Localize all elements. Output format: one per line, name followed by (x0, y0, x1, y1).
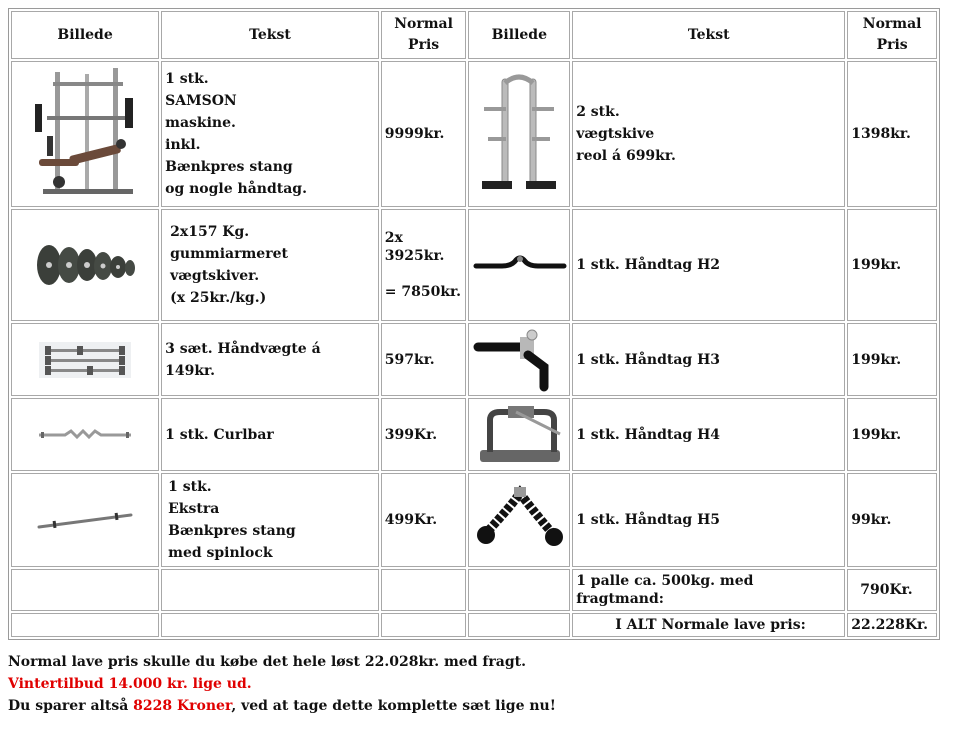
product-price: 99kr. (847, 473, 937, 567)
product-image-cell (11, 61, 159, 207)
product-price: 199kr. (847, 323, 937, 396)
dumbbells-icon (37, 340, 133, 380)
product-text: 1 stk. Håndtag H3 (572, 323, 845, 396)
savings-text-end: , ved at tage dette komplette sæt lige nu! (231, 698, 556, 714)
product-image-cell (11, 323, 159, 396)
product-text: 1 stk. Håndtag H2 (572, 209, 845, 321)
handle-h2-icon (472, 250, 568, 280)
product-text: 1 stk. Ekstra Bænkpres stang med spinlock (161, 473, 379, 567)
product-text: 1 stk. SAMSON maskine. inkl. Bænkpres stang og nogle håndtag. (161, 61, 379, 207)
header-text-left: Tekst (161, 11, 379, 59)
freight-price: 790Kr. (847, 569, 937, 611)
product-text: 1 stk. Curlbar (161, 398, 379, 471)
total-label: I ALT Normale lave pris: (572, 613, 845, 637)
header-image-left: Billede (11, 11, 159, 59)
header-row (11, 11, 937, 59)
product-image-cell (468, 61, 570, 207)
product-price: 499Kr. (381, 473, 467, 567)
product-image-cell (11, 398, 159, 471)
savings-text-start: Du sparer altså (8, 698, 134, 714)
weight-plates-icon (35, 240, 135, 290)
product-price: 399Kr. (381, 398, 467, 471)
handle-h5-icon (472, 485, 568, 555)
product-image-cell (11, 209, 159, 321)
curlbar-icon (35, 425, 135, 445)
freight-label: 1 palle ca. 500kg. med fragtmand: (572, 569, 845, 611)
product-price: 2x 3925kr. = 7850kr. (381, 209, 467, 321)
product-text: 1 stk. Håndtag H4 (572, 398, 845, 471)
savings-amount: 8228 Kroner (133, 698, 232, 714)
table-row (11, 473, 937, 567)
product-text: 3 sæt. Håndvægte á 149kr. (161, 323, 379, 396)
product-text: 1 stk. Håndtag H5 (572, 473, 845, 567)
offer-summary (8, 651, 948, 717)
product-text: 2x157 Kg. gummiarmeret vægtskiver. (x 25kr./kg.) (161, 209, 379, 321)
table-row (11, 209, 937, 321)
handle-h4-icon (472, 402, 568, 468)
freight-row (11, 569, 937, 611)
handle-h3-icon (472, 327, 568, 393)
product-image-cell (468, 323, 570, 396)
product-image-cell (468, 209, 570, 321)
total-row (11, 613, 937, 637)
product-price: 199kr. (847, 398, 937, 471)
header-price-left: Normal Pris (381, 11, 467, 59)
product-text: 2 stk. vægtskive reol á 699kr. (572, 61, 845, 207)
product-price: 1398kr. (847, 61, 937, 207)
product-image-cell (11, 473, 159, 567)
table-row (11, 398, 937, 471)
barbell-icon (35, 507, 135, 533)
header-price-right: Normal Pris (847, 11, 937, 59)
product-price: 199kr. (847, 209, 937, 321)
total-price: 22.228Kr. (847, 613, 937, 637)
price-table (8, 8, 940, 640)
product-image-cell (468, 473, 570, 567)
header-image-right: Billede (468, 11, 570, 59)
product-price: 9999kr. (381, 61, 467, 207)
table-row (11, 323, 937, 396)
product-image-cell (468, 398, 570, 471)
winter-offer: Vintertilbud 14.000 kr. lige ud. (8, 676, 252, 692)
normal-price-note: Normal lave pris skulle du købe det hele løst 22.028kr. med fragt. (8, 654, 526, 670)
smith-machine-icon (25, 64, 145, 204)
savings-note (8, 695, 948, 717)
plate-rack-icon (474, 69, 564, 199)
table-row (11, 61, 937, 207)
product-price: 597kr. (381, 323, 467, 396)
header-text-right: Tekst (572, 11, 845, 59)
